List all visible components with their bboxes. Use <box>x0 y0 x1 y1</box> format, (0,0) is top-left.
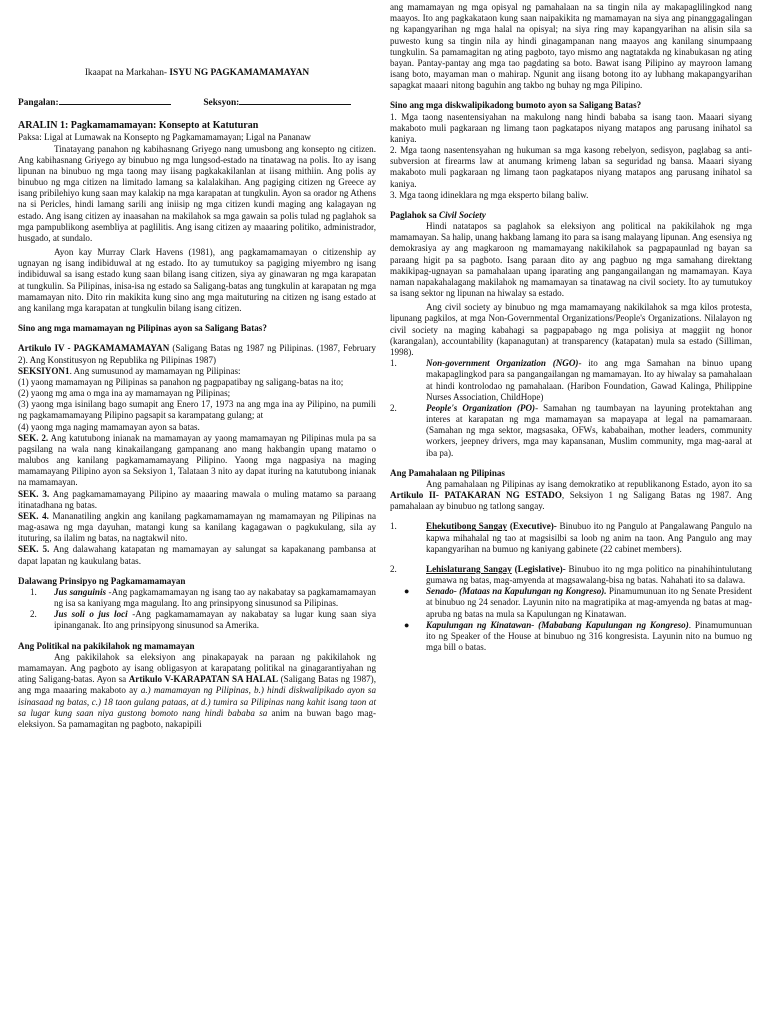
bullet-icon: ● <box>404 619 410 630</box>
quarter-label: Ikaapat na Markahan- <box>84 68 168 78</box>
lesson-topic: Paksa: Ligal at Lumawak na Konsepto ng Pagkamamamayan; Ligal na Pananaw <box>18 132 311 143</box>
section-1-intro: . Ang sumusunod ay mamamayan ng Pilipinas: <box>69 365 241 376</box>
political-title: Ang Politikal na pakikilahok ng mamamayan <box>18 640 195 651</box>
section-5-text: Ang dalawahang katapatan ng mamamayan ay salungat sa kapakanang pambansa at dapat lapatan ng kaukulang batas. <box>18 544 376 566</box>
list-item: 2. Mga taong nasentensyahan ng hukuman sa mga kasong rebelyon, sedisyon, paglabag sa anti-subversion at firearms law at anumang krimeng laban sa seguridad ng bansa. Maaari siyang makaboto muli pagkaraan ng limang taon pagkatapos niyang matapos ang parusang inihatol sa kaniya. <box>390 145 752 189</box>
civil-paragraph-2: Ang civil society ay binubuo ng mga mamamayang nakikilahok sa mga kilos protesta, lipunang pagkilos, at mga Non-Governmental Organizations/People's Organizations. Nilalayon ng civil society na maging kabahagi sa pagpapabago ng mga polisiya at maggiit ng honor (karangalan), accountability (kapanagutan) at transparency (katapatan) mula sa estado (Silliman, 1998). <box>390 302 752 357</box>
name-label: Pangalan: <box>18 97 59 108</box>
list-item: 2. Jus soli o jus loci -Ang pagkamamamayan ay nakabatay sa lugar kung saan siya ipinanganak. Ito ang prinsipyong sinusunod sa Amerika. <box>30 609 376 631</box>
section-4-label: SEK. 4. <box>18 510 49 521</box>
lesson-title: ARALIN 1: Pagkamamamayan: Konsepto at Katuturan <box>18 120 259 132</box>
list-item: ● Senado- (Mataas na Kapulungan ng Kongreso). Pinamumunuan ito ng Senate President at binubuo ng 24 senador. Layunin nito na magratipika at mag-amyenda ng batas at mag-apruba ng batas na mula sa Kapulungan ng Kinatawan. <box>404 586 753 619</box>
article-4-citation: (Saligang Batas ng 1987 ng Pilipinas. (1987, February 2). Ang Konstitusyon ng Republika ng Pilipinas 1987) <box>18 343 376 365</box>
article-4-title: Artikulo IV - PAGKAMAMAMAYAN <box>18 343 170 354</box>
section-3-text: Ang pagkamamamayang Pilipino ay maaaring mawala o muling matamo sa paraang itinatadhana ng batas. <box>18 488 376 510</box>
section-2-text: Ang katutubong inianak na mamamayan ay yaong mamamayan ng Pilipinas mula pa sa pagsilang na wala nang kinakailangang gampanang ano mang hakbangin upang matamo o malubos ang kanilang pagkamamamayang Pilipino. Yaong mga nagpasiya na maging mamamayang Pilipino ayon sa Seksiyon 1, Talataan 3 nito ay dapat ituring na katutubong inianak na mamamayan. <box>18 432 376 488</box>
government-paragraph: Ang pamahalaan ng Pilipinas ay isang demokratiko at republikanong Estado, ayon ito sa Artikulo II- PATAKARAN NG ESTADO, Seksiyon 1 ng Saligang Batas ng 1987. Ang pamahalaan ay binubuo ng tatlong sangay. <box>390 478 752 512</box>
list-item: 2. Lehislaturang Sangay (Legislative)- Binubuo ito ng mga politico na pinahihintulutang gumawa ng batas, mag-amyenda at magsawalang-bisa ng batas. Nahahati ito sa dalawa. <box>390 563 752 586</box>
political-paragraph-continued: ang mamamayan ng mga opisyal ng pamahalaan na sa tingin nila ay makapaglilingkod nang maayos. Ito ang pagkakataon kung saan naipakikita ng mamamayan na siya ang pinanggagalingan ng kapangyarihan ng mga halal na opisyal; na siya ring may kapangyarihan na alisin sila sa puwesto kung sa tingin nila ay hindi ginagampanan nang maayos ang kanilang sinumpaang tungkulin. Sa pamamagitan ng ating pagboto, tayo mismo ang nagtatakda ng kinabukasan ng ating bayan. Pantay-pantay ang mga tao pagdating sa boto. Bawat isang Pilipino ay mayroon lamang isang boto, mayaman man o mahirap. Ngunit ang iisang botong ito ay lubhang makapangyarihan sapagkat maaari nitong baguhin ang takbo ng buhay ng mga Pilipino. <box>390 2 752 91</box>
list-item: 1. Ehekutibong Sangay (Executive)- Binubuo ito ng Pangulo at Pangalawang Pangulo na kapwa mihahalal ng tao at magsisilbi sa loob ng anim na taon. Ang Pangulo ang may kapangyarihan na bumuo ng kaniyang gabinete (22 cabinet members). <box>390 521 753 554</box>
list-item: (1) yaong mamamayan ng Pilipinas sa panahon ng pagpapatibay ng saligang-batas na ito; <box>18 376 344 387</box>
name-field[interactable] <box>59 96 171 105</box>
list-item: (4) yaong mga naging mamamayan ayon sa batas. <box>18 421 200 432</box>
section-1-label: SEKSIYON1 <box>18 365 70 376</box>
question-citizens: Sino ang mga mamamayan ng Pilipinas ayon sa Saligang Batas? <box>18 323 267 334</box>
list-item: 3. Mga taong idineklara ng mga eksperto bilang baliw. <box>390 189 589 200</box>
document-header <box>18 68 376 80</box>
list-item: (2) yaong mg ama o mga ina ay mamamayan ng Pilipinas; <box>18 388 231 399</box>
section-2-label: SEK. 2. <box>18 432 49 443</box>
right-column-content <box>390 2 752 653</box>
civil-society-title: Paglahok sa Civil Society <box>390 209 486 220</box>
left-column <box>18 68 376 730</box>
principles-title: Dalawang Prinsipyo ng Pagkamamamayan <box>18 575 186 586</box>
section-4-text: Mananatiling angkin ang kanilang pagkamamamayan ng mamamayan ng Pilipinas na mag-asawa ng mga dayuhan, matangi kung sa kanilang kagagawan o pagkukulang, sila ay ituturing, sa ilalim ng batas, na nagtakwil nito. <box>18 510 376 544</box>
disqualified-title: Sino ang mga diskwalipikadong bumoto ayon sa Saligang Batas? <box>390 100 642 111</box>
section-label: Seksyon: <box>203 97 240 108</box>
political-paragraph: Ang pakikilahok sa eleksiyon ang pinakapayak na paraan ng pakikilahok ng mamamayan. Ang pagboto ay isang obligasyon at karapatang politikal na ginagarantiyahan ng ating Saligang-batas. Ayon sa Artikulo V-KARAPATAN SA HALAL (Saligang Batas ng 1987), ang mga maaaring makaboto ay a.) mamamayan ng Pilipinas, b.) hindi diskwalipikado ayon sa isinasaad ng batas, c.) 18 taon gulang pataas, at d.) tumira sa Pilipinas nang kahit isang taon at sa lugar kung saan niya gustong bomoto nang hindi bababa sa anim na buwan bago mag-eleksiyon. Sa pamamagitan ng pagboto, nakapipili <box>18 651 376 729</box>
section-5-label: SEK. 5. <box>18 544 50 555</box>
student-info-row <box>18 96 376 110</box>
section-field[interactable] <box>239 96 351 105</box>
list-item: (3) yaong mga isinilang bago sumapit ang Enero 17, 1973 na ang mga ina ay Pilipino, na pumili ng pagkamamamayang Pilipino pagsapit sa karampatang gulang; at <box>18 399 376 421</box>
civil-paragraph-1: Hindi natatapos sa paglahok sa eleksiyon ang political na pakikilahok ng mga mamamayan. Sa halip, unang hakbang lamang ito para sa isang malayang lipunan. Ang esensiya ng demokrasiya ay ang magkaroon ng mamamayang nakikilahok sa pagpapaunlad ng bayan sa paraang higit pa sa pagboto. Isang paraan dito ay ang pagbuo ng mga samahang direktang makikipag-ugnayan sa pamahalaan upang iparating ang pangangailangan ng mamamayan. Kaya naman napakahalagang makilahok ng mamamayan sa tinatawag na civil society. Ito ay tumutukoy sa isang sektor ng lipunan na hiwalay sa estado. <box>390 221 752 299</box>
list-item: 2. People's Organization (PO)- Samahan ng taumbayan na layuning protektahan ang interes at karapatan ng mga mamamayan sa mapayapa at legal na pamamaraan. (Samahan ng mga sektor, magsasaka, OFWs, kababaihan, mother leaders, community workers, jeepney drivers, mga may kapansanan, Muslim community, mga mag-aaral at iba pa). <box>390 402 752 458</box>
article-4-block <box>18 343 376 566</box>
bullet-icon: ● <box>404 586 410 597</box>
lesson-paragraph-1: Tinatayang panahon ng kabihasnang Griyego nang umusbong ang konsepto ng citizen. Ang kabihasnang Griyego ay binubuo ng mga lungsod-estado na tinatawag na polis. Ito ay isang lipunan na binubuo ng mga taong may iisang pagkakakilanlan at iisang mithiin. Ang polis ay binubuo ng mga citizen na limitado lamang sa kalalakihan. Ang pagiging citizen ng Greece ay isang pribilehiyo kung saan may kalakip na mga karapatan at tungkulin. Ayon sa orador ng Athens na si Pericles, hindi lamang sarili ang iniisip ng mga citizen kundi maging ang kalagayan ng estado. Ang isang citizen ay inaasahan na makilahok sa mga gawain sa polis tulad ng paglahok sa mga pampublikong asembliya at paglilitis. Ang isang citizen ay maaaring politiko, administrador, husgado, at sundalo. <box>18 143 376 243</box>
list-item: 1. Mga taong nasentensiyahan na makulong nang hindi bababa sa isang taon. Maaari siyang makaboto muli pagkaraan ng limang taon pagkatapos niyang matapos ang parusang inihatol sa kaniya. <box>390 111 752 144</box>
section-3-label: SEK. 3. <box>18 488 50 499</box>
list-item: 1. Non-government Organization (NGO)- ito ang mga Samahan na binuo upang makapaglingkod para sa pangangailangan ng mamamayan. Ito ay hiwalay sa pamahalaan at hindi kontrolodao ng pamahalaan. (Haribon Foundation, Gawad Kalinga, Philippine Nurses Association, ChildHope) <box>390 358 752 402</box>
subject-title: ISYU NG PAGKAMAMAMAYAN <box>169 68 310 78</box>
lesson-paragraph-2: Ayon kay Murray Clark Havens (1981), ang pagkamamamayan o citizenship ay ugnayan ng isang indibiduwal at ng estado. Ito ay tumutukoy sa pagiging miyembro ng isang indibiduwal sa isang estado kung saan bilang isang citizen, siya ay ginawaran ng mga karapatan at tungkulin. Sa Pilipinas, inisa-isa ng estado sa Saligang-batas ang tungkulin at karapatan ng mga mamamayan nito. Dito rin makikita kung sino ang mga maituturing na citizen ng isang estado at ang kanilang mga karapatan at tungkulin bilang isang citizen. <box>18 247 376 313</box>
list-item: ● Kapulungan ng Kinatawan- (Mababang Kapulungan ng Kongreso). Pinamumunuan ito ng Speaker of the House at binubuo ng 316 kongresista. Layunin nito na bumuo ng mga bill o batas. <box>404 619 752 653</box>
government-title: Ang Pamahalaan ng Pilipinas <box>390 467 505 478</box>
list-item: 1. Jus sanguinis -Ang pagkamamamayan ng isang tao ay nakabatay sa pagkamamamayan ng isa sa kaniyang mga magulang. Ito ang prinsipyong sinusunod sa Pilipinas. <box>30 586 376 609</box>
